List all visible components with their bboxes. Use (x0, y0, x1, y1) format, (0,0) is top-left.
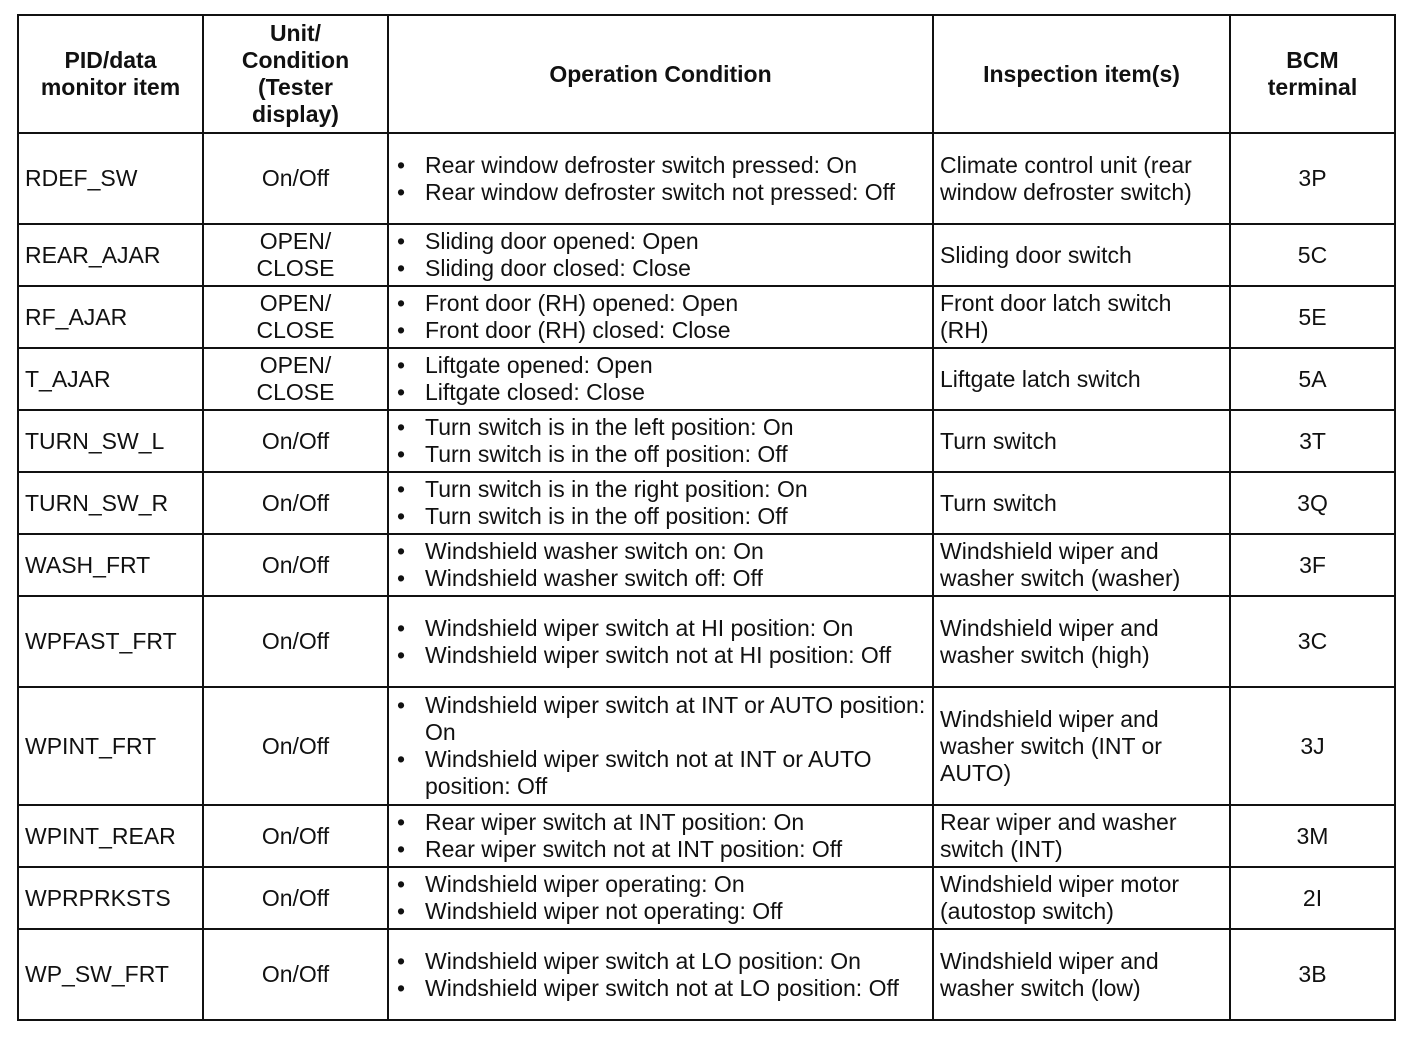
unit-cell: On/Off (203, 410, 388, 472)
operation-cell (388, 348, 933, 410)
operation-list (395, 948, 926, 1002)
inspection-cell: Sliding door switch (933, 224, 1230, 286)
unit-cell: On/Off (203, 867, 388, 929)
table-header-row (18, 15, 1395, 133)
operation-item: • Rear window defroster switch not pressed: Off (425, 179, 926, 206)
bcm-terminal-cell: 2I (1230, 867, 1395, 929)
table-row (18, 472, 1395, 534)
inspection-cell: Windshield wiper motor (autostop switch) (933, 867, 1230, 929)
table-row (18, 133, 1395, 224)
table-row (18, 687, 1395, 805)
operation-list (395, 476, 926, 530)
table-row (18, 286, 1395, 348)
pid-cell: WP_SW_FRT (18, 929, 203, 1020)
bcm-terminal-cell: 5E (1230, 286, 1395, 348)
operation-item: • Turn switch is in the right position: On (425, 476, 926, 503)
operation-cell (388, 867, 933, 929)
pid-cell: WPFAST_FRT (18, 596, 203, 687)
operation-cell (388, 224, 933, 286)
pid-data-monitor-table (17, 14, 1396, 1021)
pid-cell: WPRPRKSTS (18, 867, 203, 929)
bcm-terminal-cell: 3Q (1230, 472, 1395, 534)
operation-list (395, 871, 926, 925)
operation-item: • Liftgate closed: Close (425, 379, 926, 406)
inspection-cell: Climate control unit (rear window defroster switch) (933, 133, 1230, 224)
operation-item: • Sliding door opened: Open (425, 228, 926, 255)
bcm-terminal-cell: 3P (1230, 133, 1395, 224)
operation-item: • Windshield washer switch on: On (425, 538, 926, 565)
pid-cell: T_AJAR (18, 348, 203, 410)
operation-list (395, 414, 926, 468)
unit-cell: On/Off (203, 596, 388, 687)
bcm-terminal-cell: 3J (1230, 687, 1395, 805)
inspection-cell: Windshield wiper and washer switch (low) (933, 929, 1230, 1020)
unit-cell: On/Off (203, 133, 388, 224)
unit-cell: OPEN/ CLOSE (203, 348, 388, 410)
operation-cell (388, 410, 933, 472)
inspection-cell: Liftgate latch switch (933, 348, 1230, 410)
pid-cell: TURN_SW_L (18, 410, 203, 472)
operation-cell (388, 687, 933, 805)
table-row (18, 596, 1395, 687)
operation-item: • Turn switch is in the left position: On (425, 414, 926, 441)
table-row (18, 534, 1395, 596)
operation-item: • Rear wiper switch not at INT position: Off (425, 836, 926, 863)
operation-cell (388, 286, 933, 348)
operation-list (395, 692, 926, 800)
unit-cell: On/Off (203, 472, 388, 534)
operation-list (395, 228, 926, 282)
inspection-cell: Windshield wiper and washer switch (INT or AUTO) (933, 687, 1230, 805)
inspection-cell: Windshield wiper and washer switch (washer) (933, 534, 1230, 596)
operation-list (395, 152, 926, 206)
table-row (18, 867, 1395, 929)
header-operation: Operation Condition (388, 15, 933, 133)
operation-item: • Windshield wiper operating: On (425, 871, 926, 898)
unit-cell: OPEN/ CLOSE (203, 224, 388, 286)
unit-cell: On/Off (203, 687, 388, 805)
pid-cell: RDEF_SW (18, 133, 203, 224)
operation-item: • Windshield wiper switch not at INT or AUTO position: Off (425, 746, 926, 800)
bcm-terminal-cell: 3C (1230, 596, 1395, 687)
operation-list (395, 538, 926, 592)
header-pid: PID/data monitor item (18, 15, 203, 133)
operation-item: • Windshield wiper switch not at LO position: Off (425, 975, 926, 1002)
operation-item: • Sliding door closed: Close (425, 255, 926, 282)
unit-cell: OPEN/ CLOSE (203, 286, 388, 348)
table-row (18, 805, 1395, 867)
operation-item: • Front door (RH) closed: Close (425, 317, 926, 344)
inspection-cell: Turn switch (933, 472, 1230, 534)
operation-cell (388, 929, 933, 1020)
inspection-cell: Windshield wiper and washer switch (high) (933, 596, 1230, 687)
operation-cell (388, 133, 933, 224)
table-row (18, 348, 1395, 410)
operation-item: • Windshield wiper switch at HI position: On (425, 615, 926, 642)
unit-cell: On/Off (203, 534, 388, 596)
inspection-cell: Rear wiper and washer switch (INT) (933, 805, 1230, 867)
operation-cell (388, 534, 933, 596)
unit-cell: On/Off (203, 805, 388, 867)
operation-item: • Rear window defroster switch pressed: On (425, 152, 926, 179)
operation-list (395, 352, 926, 406)
header-inspection: Inspection item(s) (933, 15, 1230, 133)
bcm-terminal-cell: 5C (1230, 224, 1395, 286)
bcm-terminal-cell: 3F (1230, 534, 1395, 596)
operation-list (395, 290, 926, 344)
operation-cell (388, 472, 933, 534)
operation-item: • Windshield wiper not operating: Off (425, 898, 926, 925)
header-bcm: BCM terminal (1230, 15, 1395, 133)
operation-item: • Windshield washer switch off: Off (425, 565, 926, 592)
bcm-terminal-cell: 3B (1230, 929, 1395, 1020)
operation-item: • Turn switch is in the off position: Off (425, 441, 926, 468)
table-row (18, 224, 1395, 286)
pid-cell: RF_AJAR (18, 286, 203, 348)
operation-item: • Windshield wiper switch not at HI position: Off (425, 642, 926, 669)
operation-item: • Front door (RH) opened: Open (425, 290, 926, 317)
inspection-cell: Front door latch switch (RH) (933, 286, 1230, 348)
header-unit: Unit/ Condition (Tester display) (203, 15, 388, 133)
operation-cell (388, 805, 933, 867)
operation-list (395, 615, 926, 669)
pid-cell: WASH_FRT (18, 534, 203, 596)
table-row (18, 410, 1395, 472)
operation-item: • Turn switch is in the off position: Off (425, 503, 926, 530)
operation-item: • Rear wiper switch at INT position: On (425, 809, 926, 836)
operation-item: • Windshield wiper switch at LO position: On (425, 948, 926, 975)
table-body (18, 133, 1395, 1020)
unit-cell: On/Off (203, 929, 388, 1020)
pid-cell: TURN_SW_R (18, 472, 203, 534)
pid-cell: WPINT_REAR (18, 805, 203, 867)
pid-cell: REAR_AJAR (18, 224, 203, 286)
operation-list (395, 809, 926, 863)
bcm-terminal-cell: 3M (1230, 805, 1395, 867)
operation-item: • Liftgate opened: Open (425, 352, 926, 379)
bcm-terminal-cell: 3T (1230, 410, 1395, 472)
inspection-cell: Turn switch (933, 410, 1230, 472)
operation-item: • Windshield wiper switch at INT or AUTO position: On (425, 692, 926, 746)
operation-cell (388, 596, 933, 687)
table-row (18, 929, 1395, 1020)
bcm-terminal-cell: 5A (1230, 348, 1395, 410)
pid-cell: WPINT_FRT (18, 687, 203, 805)
